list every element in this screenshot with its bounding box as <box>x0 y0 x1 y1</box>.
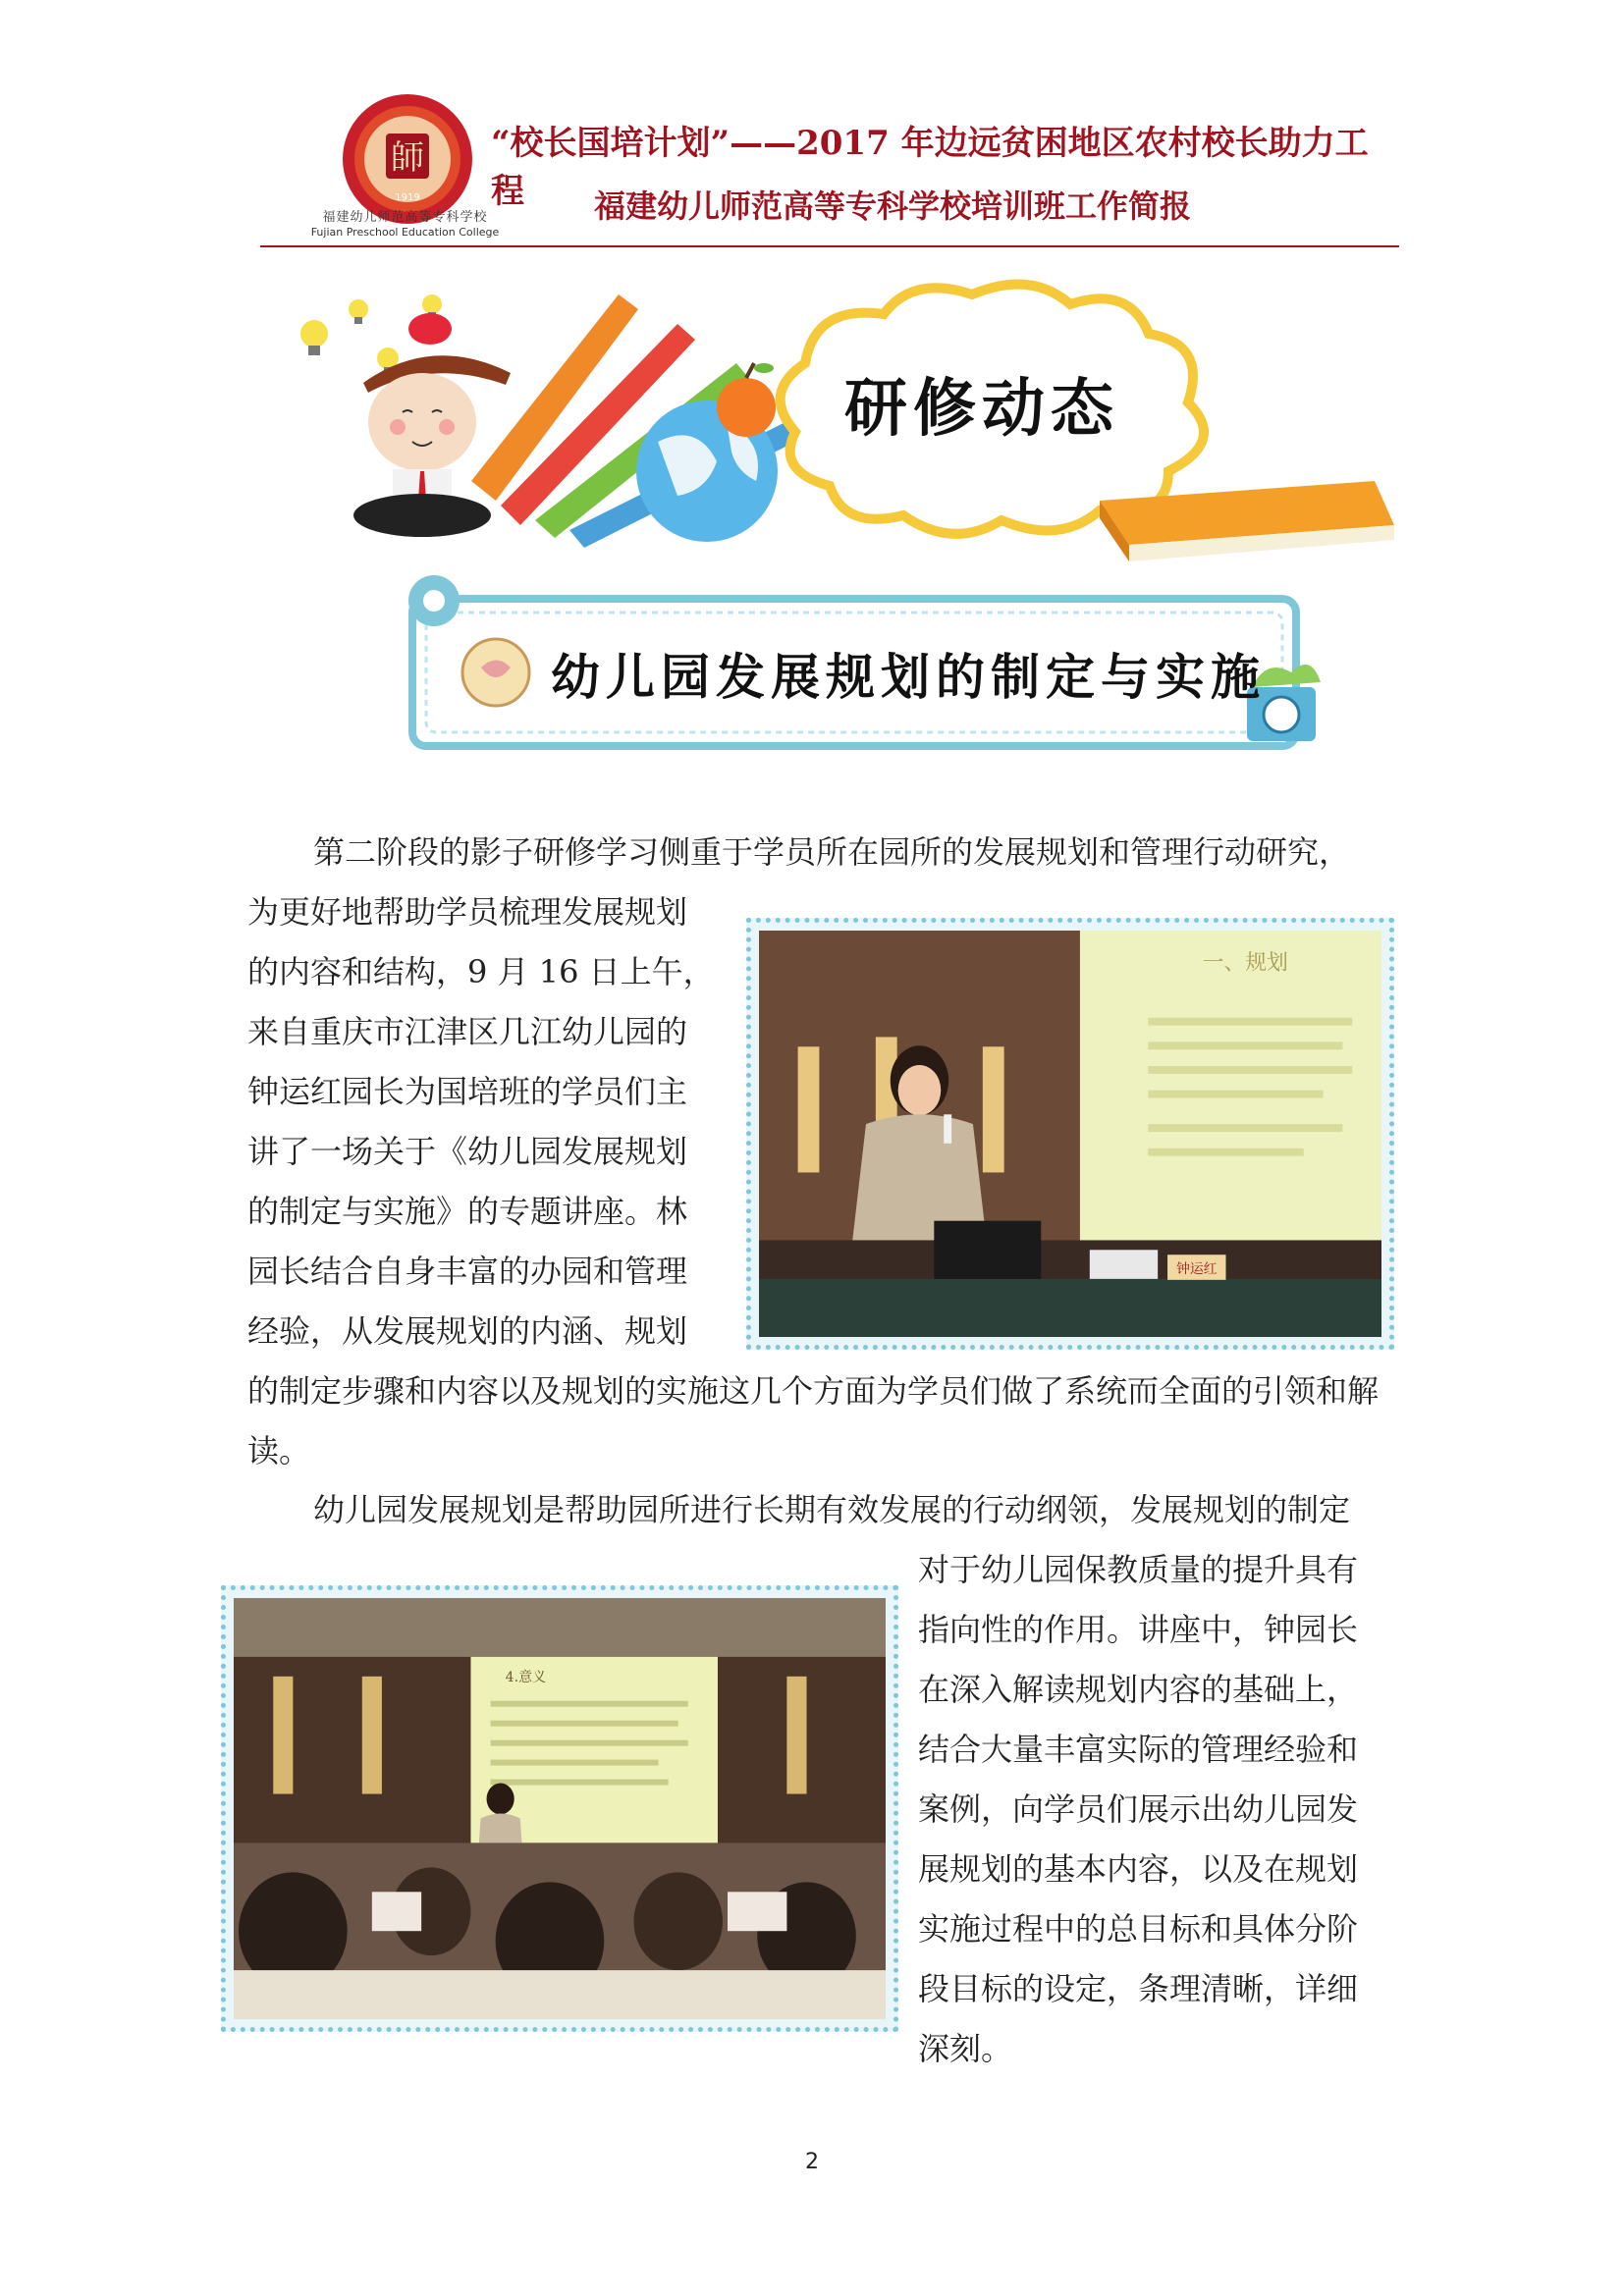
article-title: 幼儿园发展规划的制定与实施 <box>551 648 1266 706</box>
paragraph-2-wrapped <box>918 1540 1399 2079</box>
text-line: 钟运红园长为国培班的学员们主 <box>247 1073 688 1110</box>
photo-lecture-hall <box>234 1598 886 2019</box>
header-title-line2: 福建幼儿师范高等专科学校培训班工作简报 <box>594 187 1192 225</box>
text-line: 深刻。 <box>918 2030 1013 2067</box>
lecture-photo-1 <box>746 918 1394 1350</box>
slide-heading: 4.意义 <box>505 1669 547 1685</box>
slide-heading: 一、规划 <box>1202 950 1288 976</box>
text-line: 结合大量丰富实际的管理经验和 <box>918 1731 1359 1768</box>
text-line: 经验，从发展规划的内涵、规划 <box>247 1312 688 1350</box>
text-line: 案例，向学员们展示出幼儿园发 <box>918 1790 1359 1828</box>
text-line: 来自重庆市江津区几江幼儿园的 <box>247 1013 688 1050</box>
paragraph-1-wrapped <box>247 882 719 1362</box>
page-number: 2 <box>805 2150 819 2174</box>
paragraph-2-first-line: 幼儿园发展规划是帮助园所进行长期有效发展的行动纲领，发展规划的制定 <box>313 1491 1351 1528</box>
text-line: 在深入解读规划内容的基础上， <box>918 1671 1359 1708</box>
text-line: 对于幼儿园保教质量的提升具有 <box>918 1551 1359 1588</box>
speaker-nameplate: 钟运红 <box>1175 1260 1218 1277</box>
text-line: 讲了一场关于《幼儿园发展规划 <box>247 1133 688 1170</box>
text-line: 为更好地帮助学员梳理发展规划 <box>247 893 688 931</box>
text-line: 段目标的设定，条理清晰，详细 <box>918 1970 1359 2007</box>
text-line: 的制定与实施》的专题讲座。林 <box>247 1193 688 1230</box>
logo-text-cn: 福建幼儿师范高等专科学校 <box>322 210 488 225</box>
text-line: 的内容和结构，9 月 16 日上午， <box>247 953 715 990</box>
svg-text:師: 師 <box>391 138 424 178</box>
apple-icon <box>717 378 776 437</box>
text-line: 展规划的基本内容，以及在规划 <box>918 1850 1359 1888</box>
paragraph-1-tail: 的制定步骤和内容以及规划的实施这几个方面为学员们做了系统而全面的引领和解读。 <box>247 1372 1380 1469</box>
header-title-line1: “校长国培计划”——2017 年边远贫困地区农村校长助力工程 <box>491 124 1369 211</box>
text-line: 实施过程中的总目标和具体分阶 <box>918 1910 1359 1948</box>
apple-heart-icon <box>462 639 529 706</box>
lecture-photo-2 <box>221 1585 898 2032</box>
text-line: 指向性的作用。讲座中，钟园长 <box>918 1611 1359 1648</box>
text-line: 园长结合自身丰富的办园和管理 <box>247 1253 688 1290</box>
section-title: 研修动态 <box>844 372 1119 446</box>
paragraph-1-first-line: 第二阶段的影子研修学习侧重于学员所在园所的发展规划和管理行动研究， <box>313 833 1351 871</box>
svg-text:1919: 1919 <box>395 192 420 203</box>
thinking-person-icon <box>353 355 511 537</box>
gear-icon <box>408 575 460 626</box>
photo-speaker-at-podium <box>759 931 1381 1337</box>
brain-icon <box>408 313 452 345</box>
logo-text-en: Fujian Preschool Education College <box>310 226 500 239</box>
header-divider <box>260 245 1399 247</box>
